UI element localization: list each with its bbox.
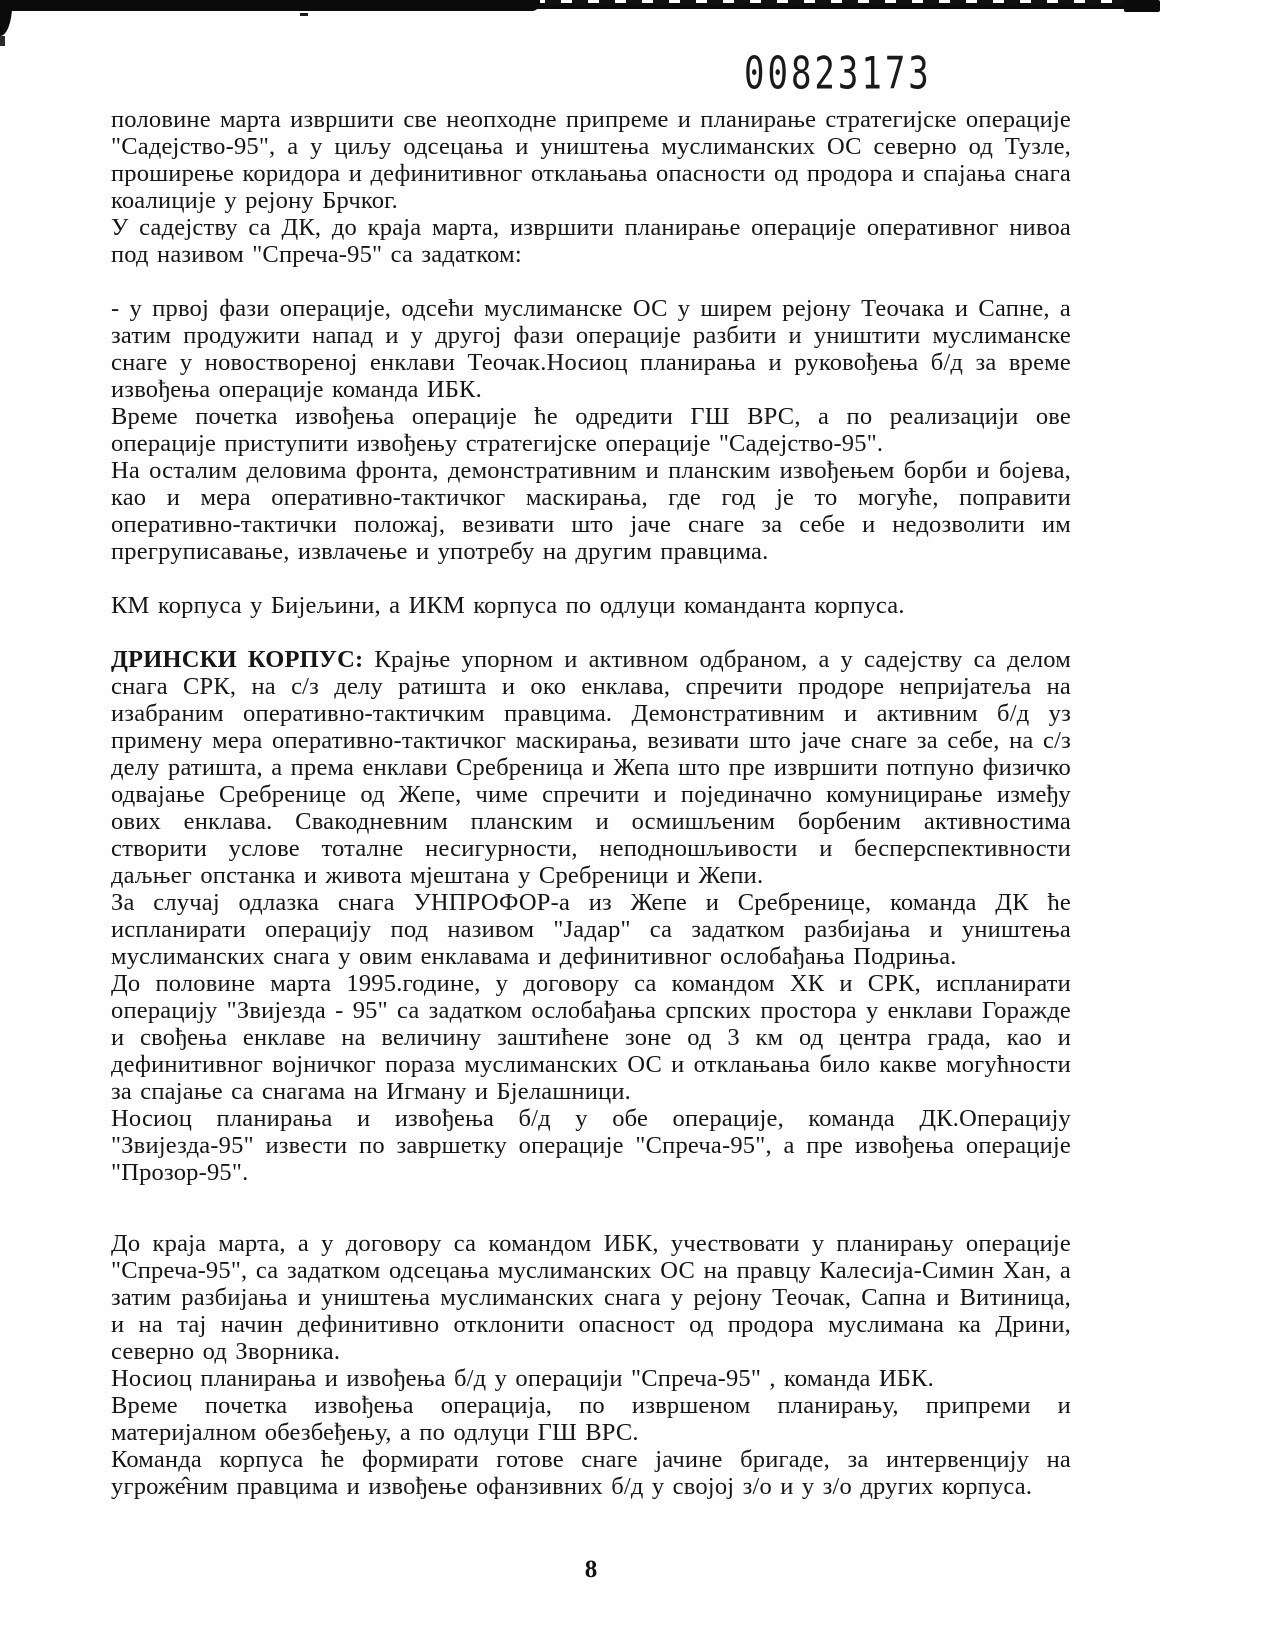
document-registry-stamp: 00823173 <box>744 48 932 100</box>
paragraph: На осталим деловима фронта, демонстративним и планским извођењем борби и бојева, као и мера оперативно-тактичког маскирања, где год је то могуће, поправити оперативно-тактички положај, везивати што јаче снаге за себе и недозволити им прегруписавање, извлачење и употребу на другим правцима. <box>111 457 1071 565</box>
scan-artifact-corner-curl <box>0 0 12 36</box>
paragraph-list-item: - у првој фази операције, одсећи муслиманске ОС у ширем рејону Теочака и Сапне, а затим продужити напад и у другој фази операције разбити и уништити муслиманске снаге у новоствореној енклави Теочак.Носиоц планирања и руковођења б/д за време извођења операције команда ИБК. <box>111 295 1071 403</box>
section-heading-drinski-korpus: ДРИНСКИ КОРПУС: <box>111 646 364 673</box>
paragraph: Носиоц планирања и извођења б/д у операцији "Спреча-95" , команда ИБК. <box>111 1365 934 1392</box>
paragraph-drinski-korpus <box>111 646 1071 889</box>
paragraph: У садејству са ДК, до краја марта, извршити планирање операције оперативног нивоа под називом "Спреча-95" са задатком: <box>111 214 1071 268</box>
paragraph: КМ корпуса у Бијељини, а ИКМ корпуса по одлуци команданта корпуса. <box>111 592 905 619</box>
document-text-block <box>111 106 1071 1500</box>
paragraph: половине марта извршити све неопходне припреме и планирање стратегијске операције "Садејство-95", а у циљу одсецања и уништења муслиманских ОС северно од Тузле, проширење коридора и дефинитивног отклањања опасности од продора и спајања снага коалиције у рејону Брчког. <box>111 106 1071 214</box>
scan-artifact-top-line-blob <box>1124 0 1160 12</box>
paragraph: Време почетка извођења операције ће одредити ГШ ВРС, а по реализацији ове операције приступити извођењу стратегијске операције "Садејство-95". <box>111 403 1071 457</box>
paragraph: Команда корпуса ће формирати готове снаге јачине бригаде, за интервенцију на угроже̂ним правцима и извођење офанзивних б/д у својој з/о и у з/о других корпуса. <box>111 1446 1071 1500</box>
paragraph: Време почетка извођења операција, по извршеном планирању, припреми и материјалном обезбеђењу, а по одлуци ГШ ВРС. <box>111 1392 1071 1446</box>
scan-artifact-edge-speck <box>0 36 5 46</box>
paragraph: До половине марта 1995.године, у договору са командом ХК и СРК, испланирати операцију "Звијезда - 95" са задатком ослобађања српских простора у енклави Горажде и свођења енклаве на величину заштићене зоне од 3 км од центра града, као и дефинитивног војничког пораза муслиманских ОС и отклањања било какве могућности за спајање са снагама на Игману и Бјелашници. <box>111 970 1071 1105</box>
paragraph: За случај одлазка снага УНПРОФОР-а из Жепе и Сребренице, команда ДК ће испланирати операцију под називом "Јадар" са задатком разбијања и уништења муслиманских снага у овим енклавама и дефинитивног ослобађања Подриња. <box>111 889 1071 970</box>
scan-artifact-top-line-thick <box>0 0 540 11</box>
page-number: 8 <box>584 1556 598 1583</box>
paragraph: До краја марта, а у договору са командом ИБК, учествовати у планирању операције "Спреча-95", са задатком одсецања муслиманских ОС на правцу Калесија-Симин Хан, а затим разбијања и уништења муслиманских снага у рејону Теочак, Сапна и Витиница, и на тај начин дефинитивно отклонити опасност од продора муслимана ка Дрини, северно од Зворника. <box>111 1230 1071 1365</box>
scan-artifact-speck <box>300 13 308 16</box>
scan-artifact-top-line-dashes <box>545 0 1130 5</box>
paragraph-text: Крајње упорном и активном одбраном, а у садејству са делом снага СРК, на с/з делу ратишта и око енклава, спречити продоре непријатеља на изабраним оперативно-тактичким правцима. Демонстративним и активним б/д уз примену мера оперативно-тактичког маскирања, везивати што јаче снаге за себе, на с/з делу ратишта, а према енклави Сребреница и Жепа што пре извршити потпуно физичко одвајање Сребренице од Жепе, чиме спречити и појединачно комуницирање између ових енклава. Свакодневним планским и осмишљеним борбеним активностима створити услове тоталне несигурности, неподношљивости и бесперспективности даљњег опстанка и живота мјештана у Сребреници и Жепи. <box>111 646 1071 889</box>
paragraph: Носиоц планирања и извођења б/д у обе операције, команда ДК.Операцију "Звијезда-95" извести по завршетку операције "Спреча-95", а пре извођења операције "Прозор-95". <box>111 1105 1071 1186</box>
